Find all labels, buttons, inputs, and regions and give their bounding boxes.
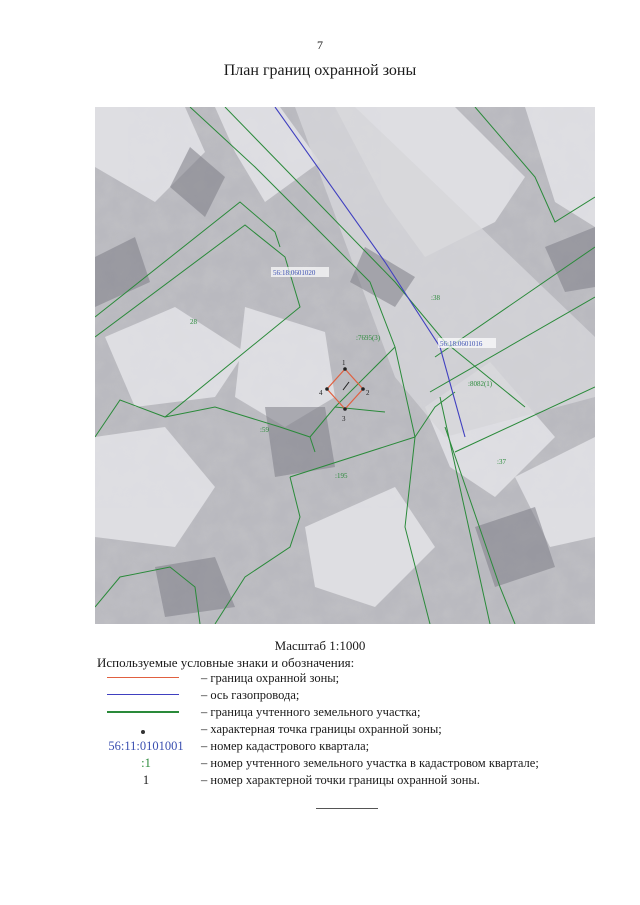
legend-item-parcel-number xyxy=(97,755,617,772)
pipeline-axis-line-icon xyxy=(107,694,179,695)
parcel-label-38: :38 xyxy=(431,294,440,302)
legend-desc: – характерная точка границы охранной зоны; xyxy=(201,722,442,736)
page-title: План границ охранной зоны xyxy=(223,62,417,79)
point-label-1: 1 xyxy=(342,359,346,367)
legend-symbol-parcel: :1 xyxy=(141,756,151,770)
point-label-3: 3 xyxy=(342,415,346,423)
legend-symbol xyxy=(97,670,195,687)
point-dot-icon xyxy=(141,730,145,734)
parcel-label-59: :59 xyxy=(260,426,269,434)
legend-item-parcel-boundary xyxy=(97,704,617,721)
parcel-label-37: :37 xyxy=(497,458,506,466)
legend-desc: – граница охранной зоны; xyxy=(201,671,340,685)
parcel-label-195: :195 xyxy=(335,472,348,480)
parcel-label-28: 28 xyxy=(190,318,197,326)
point-marker-2 xyxy=(361,387,365,391)
quarter-label-1: 56:18:0601020 xyxy=(273,269,316,277)
legend-desc: – номер кадастрового квартала; xyxy=(201,739,370,753)
legend-item-quarter-number xyxy=(97,738,617,755)
point-marker-3 xyxy=(343,407,347,411)
legend-desc: – ось газопровода; xyxy=(201,688,300,702)
legend-item-pipeline-axis xyxy=(97,687,617,704)
point-label-2: 2 xyxy=(366,389,370,397)
legend-symbol xyxy=(97,721,195,738)
page-number: 7 xyxy=(317,38,323,52)
legend-desc: – номер характерной точки границы охранной зоны. xyxy=(201,773,480,787)
legend-item-point xyxy=(97,721,617,738)
quarter-label-2: 56:18:0601016 xyxy=(440,340,483,348)
legend-symbol-quarter: 56:11:0101001 xyxy=(108,739,184,753)
point-label-4: 4 xyxy=(319,389,323,397)
point-marker-1 xyxy=(343,367,347,371)
legend-desc: – номер учтенного земельного участка в кадастровом квартале; xyxy=(201,756,539,770)
map-svg xyxy=(95,107,595,624)
point-marker-4 xyxy=(325,387,329,391)
legend-item-zone-boundary xyxy=(97,670,617,687)
legend-item-point-number xyxy=(97,772,617,789)
parcel-label-8082: :8082(1) xyxy=(468,380,493,388)
legend-symbol xyxy=(97,704,195,721)
legend xyxy=(97,670,617,789)
legend-symbol-point: 1 xyxy=(142,773,150,787)
parcel-boundary-line-icon xyxy=(107,711,179,713)
legend-desc: – граница учтенного земельного участка; xyxy=(201,705,421,719)
map-image[interactable] xyxy=(95,107,595,624)
footer-divider xyxy=(316,808,378,809)
legend-heading: Используемые условные знаки и обозначения: xyxy=(97,655,355,670)
zone-boundary-line-icon xyxy=(107,677,179,678)
parcel-label-7695: :7695(3) xyxy=(356,334,381,342)
scale-label: Масштаб 1:1000 xyxy=(274,638,366,653)
legend-symbol xyxy=(97,687,195,704)
